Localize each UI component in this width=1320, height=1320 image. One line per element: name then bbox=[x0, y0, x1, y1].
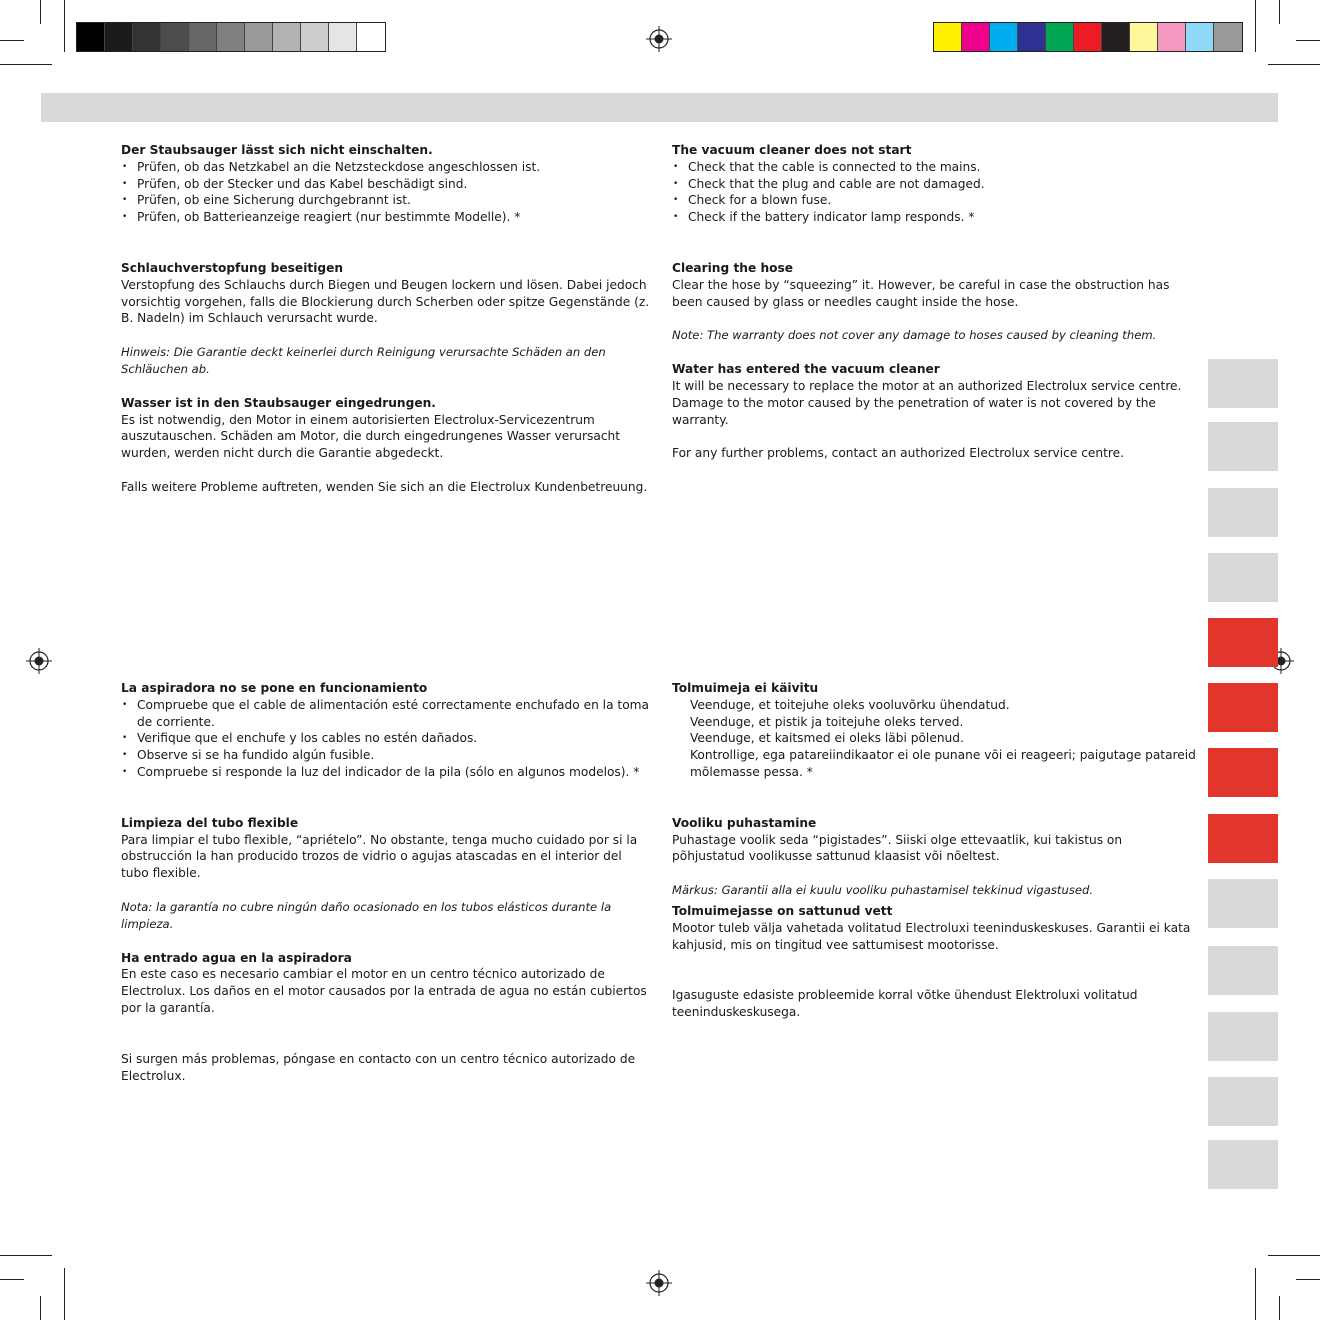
side-tab bbox=[1208, 359, 1278, 408]
color-swatch bbox=[329, 23, 357, 51]
warranty-note: Märkus: Garantii alla ei kuulu vooliku puhastamisel tekkinud vigastused. bbox=[672, 883, 1094, 898]
heading-water-entered: Ha entrado agua en la aspiradora bbox=[121, 950, 352, 965]
paragraph: Clear the hose by “squeezing” it. However, be careful in case the obstruction has been caused by glass or needles caught inside the hose. bbox=[672, 277, 1170, 309]
side-tab bbox=[1208, 553, 1278, 602]
spanish-section bbox=[121, 680, 651, 1084]
list-item: • Compruebe si responde la luz del indicador de la pila (sólo en algunos modelos). * bbox=[121, 764, 651, 781]
color-swatch bbox=[273, 23, 301, 51]
crop-mark bbox=[1268, 64, 1320, 65]
heading-not-start: The vacuum cleaner does not start bbox=[672, 143, 912, 157]
heading-not-start: La aspiradora no se pone en funcionamiento bbox=[121, 681, 428, 695]
color-swatch bbox=[1046, 23, 1074, 51]
list-item: • Check for a blown fuse. bbox=[672, 192, 1197, 209]
crop-mark bbox=[64, 0, 65, 52]
list-item: • Prüfen, ob Batterieanzeige reagiert (nur bestimmte Modelle). * bbox=[121, 209, 651, 226]
footer-note: Falls weitere Probleme auftreten, wenden Sie sich an die Electrolux Kundenbetreuung. bbox=[121, 479, 648, 494]
color-swatch bbox=[105, 23, 133, 51]
crop-mark bbox=[1279, 1296, 1280, 1320]
color-swatch bbox=[1102, 23, 1130, 51]
crop-mark bbox=[0, 40, 24, 41]
list-item: • Prüfen, ob der Stecker und das Kabel beschädigt sind. bbox=[121, 176, 651, 193]
color-swatch bbox=[990, 23, 1018, 51]
side-tab-active bbox=[1208, 748, 1278, 797]
paragraph: Mootor tuleb välja vahetada volitatud Electroluxi teeninduskeskuses. Garantii ei kata kahjusid, mis on tingitud vee sattumisest mootorisse. bbox=[672, 920, 1191, 952]
crop-mark bbox=[0, 64, 52, 65]
color-swatch bbox=[161, 23, 189, 51]
paragraph: Puhastage voolik seda “pigistades”. Siiski olge ettevaatlik, kui takistus on põhjustatud voolikusse sattunud klaasist või nõeltest. bbox=[672, 832, 1123, 864]
crop-mark bbox=[0, 1255, 52, 1256]
color-swatch bbox=[1186, 23, 1214, 51]
color-swatch bbox=[1130, 23, 1158, 51]
color-swatch bbox=[934, 23, 962, 51]
registration-mark-icon bbox=[646, 26, 672, 52]
list-item: Veenduge, et toitejuhe oleks vooluvõrku ühendatud. bbox=[690, 697, 1010, 712]
list-item: Veenduge, et kaitsmed ei oleks läbi põlenud. bbox=[690, 731, 964, 746]
color-swatch bbox=[1074, 23, 1102, 51]
process-color-bar bbox=[933, 22, 1243, 52]
list-item: • Observe si se ha fundido algún fusible. bbox=[121, 747, 651, 764]
heading-water-entered: Tolmuimejasse on sattunud vett bbox=[672, 903, 893, 918]
side-tab bbox=[1208, 879, 1278, 928]
side-tab bbox=[1208, 488, 1278, 537]
side-tab bbox=[1208, 1012, 1278, 1061]
warranty-note: Hinweis: Die Garantie deckt keinerlei durch Reinigung verursachte Schäden an den Schläuchen ab. bbox=[121, 345, 606, 376]
crop-mark bbox=[1255, 0, 1256, 52]
checklist bbox=[121, 159, 651, 226]
side-tab bbox=[1208, 946, 1278, 995]
color-swatch bbox=[1214, 23, 1242, 51]
warranty-note: Nota: la garantía no cubre ningún daño ocasionado en los tubos elásticos durante la limpieza. bbox=[121, 899, 612, 931]
crop-mark bbox=[1296, 1279, 1320, 1280]
heading-clearing-hose: Vooliku puhastamine bbox=[672, 815, 817, 830]
paragraph: Para limpiar el tubo flexible, “apriételo”. No obstante, tenga mucho cuidado por si la obstrucción la han producido trozos de vidrio o agujas atascadas en el interior del tubo flexible. bbox=[121, 832, 638, 881]
paragraph: Verstopfung des Schlauchs durch Biegen und Beugen lockern und lösen. Dabei jedoch vorsichtig vorgehen, falls die Blockierung durch Scherben oder spitze Gegenstände (z. B. Nadeln) im Schlauch verursacht wurde. bbox=[121, 277, 650, 326]
paragraph: Es ist notwendig, den Motor in einem autorisierten Electrolux-Servicezentrum auszutauschen. Schäden am Motor, die durch eingedrungenes Wasser verursacht wurden, werden nicht durch die Garantie abgedeckt. bbox=[121, 412, 621, 461]
checklist bbox=[672, 159, 1197, 226]
paragraph: It will be necessary to replace the motor at an authorized Electrolux service centre. Damage to the motor caused by the penetration of water is not covered by the warranty. bbox=[672, 378, 1182, 427]
grayscale-color-bar bbox=[76, 22, 386, 52]
color-swatch bbox=[77, 23, 105, 51]
color-swatch bbox=[133, 23, 161, 51]
german-section bbox=[121, 142, 651, 496]
crop-mark bbox=[40, 0, 41, 24]
footer-note: Si surgen más problemas, póngase en contacto con un centro técnico autorizado de Electrolux. bbox=[121, 1051, 636, 1083]
crop-mark bbox=[1296, 40, 1320, 41]
registration-mark-icon bbox=[26, 648, 52, 674]
side-tab-active bbox=[1208, 618, 1278, 667]
crop-mark bbox=[1268, 1255, 1320, 1256]
heading-water-entered: Water has entered the vacuum cleaner bbox=[672, 362, 940, 377]
checklist bbox=[672, 697, 1197, 781]
footer-note: For any further problems, contact an authorized Electrolux service centre. bbox=[672, 446, 1125, 461]
list-item: Kontrollige, ega patareiindikaator ei ole punane või ei reageeri; paigutage patareid mõlemasse pessa. * bbox=[690, 748, 1196, 779]
crop-mark bbox=[40, 1296, 41, 1320]
side-tab bbox=[1208, 422, 1278, 471]
color-swatch bbox=[1018, 23, 1046, 51]
color-swatch bbox=[1158, 23, 1186, 51]
warranty-note: Note: The warranty does not cover any damage to hoses caused by cleaning them. bbox=[672, 328, 1157, 343]
heading-water-entered: Wasser ist in den Staubsauger eingedrungen. bbox=[121, 395, 436, 410]
estonian-section bbox=[672, 680, 1197, 1021]
english-section bbox=[672, 142, 1197, 462]
side-tab-active bbox=[1208, 683, 1278, 732]
header-band bbox=[41, 93, 1278, 122]
heading-clearing-hose: Schlauchverstopfung beseitigen bbox=[121, 260, 344, 275]
checklist bbox=[121, 697, 651, 781]
list-item: • Check if the battery indicator lamp responds. * bbox=[672, 209, 1197, 226]
crop-mark bbox=[64, 1268, 65, 1320]
color-swatch bbox=[217, 23, 245, 51]
list-item: • Prüfen, ob eine Sicherung durchgebrannt ist. bbox=[121, 192, 651, 209]
crop-mark bbox=[1255, 1268, 1256, 1320]
crop-mark bbox=[1279, 0, 1280, 24]
heading-not-start: Tolmuimeja ei käivitu bbox=[672, 681, 819, 695]
registration-mark-icon bbox=[646, 1270, 672, 1296]
color-swatch bbox=[301, 23, 329, 51]
list-item: Veenduge, et pistik ja toitejuhe oleks terved. bbox=[690, 714, 964, 729]
color-swatch bbox=[962, 23, 990, 51]
heading-not-start: Der Staubsauger lässt sich nicht einschalten. bbox=[121, 143, 433, 157]
footer-note: Igasuguste edasiste probleemide korral võtke ühendust Elektroluxi volitatud teeninduskeskusega. bbox=[672, 988, 1138, 1020]
heading-clearing-hose: Limpieza del tubo flexible bbox=[121, 815, 299, 830]
list-item: • Prüfen, ob das Netzkabel an die Netzsteckdose angeschlossen ist. bbox=[121, 159, 651, 176]
crop-mark bbox=[0, 1279, 24, 1280]
paragraph: En este caso es necesario cambiar el motor en un centro técnico autorizado de Electrolux. Los daños en el motor causados por la entrada de agua no están cubiertos por la garantía. bbox=[121, 967, 647, 1015]
side-tab bbox=[1208, 1140, 1278, 1189]
side-tab-active bbox=[1208, 814, 1278, 863]
color-swatch bbox=[189, 23, 217, 51]
list-item: • Check that the cable is connected to the mains. bbox=[672, 159, 1197, 176]
color-swatch bbox=[245, 23, 273, 51]
color-swatch bbox=[357, 23, 385, 51]
list-item: • Verifique que el enchufe y los cables no estén dañados. bbox=[121, 730, 651, 747]
heading-clearing-hose: Clearing the hose bbox=[672, 260, 794, 275]
list-item: • Compruebe que el cable de alimentación esté correctamente enchufado en la toma de corriente. bbox=[121, 697, 651, 731]
side-tab bbox=[1208, 1077, 1278, 1126]
list-item: • Check that the plug and cable are not damaged. bbox=[672, 176, 1197, 193]
